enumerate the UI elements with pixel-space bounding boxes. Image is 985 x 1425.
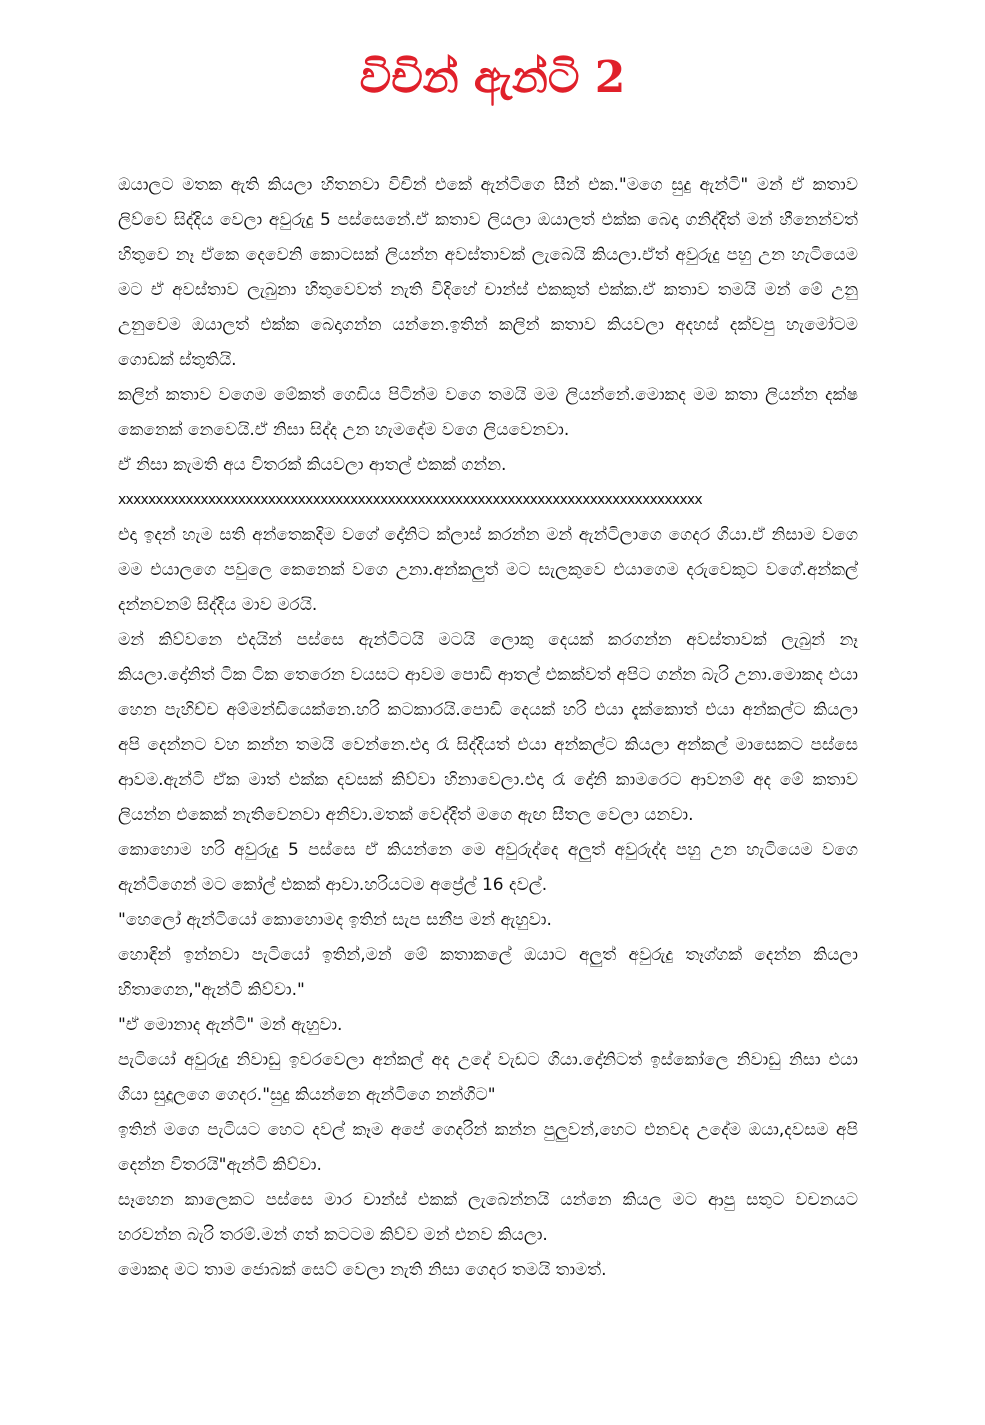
paragraph-phone-call: කොහොම හරි අවුරුදු 5 පස්සෙ ඒ කියන්නෙ මෙ අවුරුද්දෙ අලුත් අවුරුද්ද පහු උන හැටියෙම වගෙ ඇන්ටිගෙන් මට කෝල් එකක් ආවා.හරියටම අප්‍රේල් 16 දවල්.	[118, 840, 858, 895]
paragraph-style-note: කලින් කතාව වගෙම මේකත් ගෙඩිය පිටින්ම වගෙ තමයි මම ලියන්නේ.මොකද මම කතා ලියන්න දක්ෂ කෙනෙක් නෙවෙයි.ඒ නිසා සිද්ද උන හැමදේම වගෙ ලියවෙනවා.	[118, 385, 858, 440]
paragraph-no-chance: මන් කිව්වනෙ එදයින් පස්සෙ ඇන්ටිටයි මටයි ලොකු දෙයක් කරගන්න අවස්තාවක් ලැබුන් නෑ කියලා.දෝනිත් ටික ටික තෙරෙන වයසට ආවම පොඩි ආතල් එකක්වත් අපිට ගන්න බැරි උනා.මොකද එයා හෙන පැහිච්ච අම්මන්ඩියෙක්නෙ.හරි කටකාරයි.පොඩි දෙයක් හරි එයා දැක්කොත් එයා අන්කල්ට කියලා අපි දෙන්නට වහ කන්න තමයි වෙන්නෙ.එදා රෑ සිද්දියත් එයා අන්කල්ට කියලා අන්කල් මාසෙකට පස්සෙ ආවම.ඇන්ටි ඒක මාත් එක්ක දවසක් කිව්වා හිනාවෙලා.එදා රෑ දෝනි කාමරෙට ආවනම් අද මේ කතාව ලියන්න එකෙක් නැතිවෙනවා අනිවා.මතක් වෙද්දිත් මගෙ ඇඟ සීතල වෙලා යනවා.	[118, 630, 858, 825]
section-separator: xxxxxxxxxxxxxxxxxxxxxxxxxxxxxxxxxxxxxxxxxxxxxxxxxxxxxxxxxxxxxxxxxxxxxxxxxxxxxx	[118, 492, 702, 508]
paragraph-reader-note: ඒ නිසා කැමති අය විතරක් කියවලා ආතල් එකක් ගන්න.	[118, 455, 507, 475]
paragraph-lunch-invite: ඉතින් මගෙ පැටියට හෙට දවල් කෑම අපේ ගෙදරින් කන්න පුලුවන්,හෙට එනවද උදේම ඔයා,දවසම අපි දෙන්න විතරයි"ඇන්ටි කිව්වා.	[118, 1120, 858, 1175]
paragraph-tuition: එදා ඉදන් හැම සති අන්තෙකදිම වගේ දෝනිට ක්ලාස් කරන්න මන් ඇන්ටිලාගෙ ගෙදර ගියා.ඒ නිසාම වගෙ මම එයාලගෙ පවුලෙ කෙනෙක් වගෙ උනා.අන්කලුත් මට සැලකුවෙ එයාගෙම දරුවෙකුට වගේ.අන්කල් දන්නවනම් සිද්දිය මාව මරයි.	[118, 525, 858, 615]
story-title: විචින් ඇන්ටි 2	[359, 52, 626, 103]
paragraph-intro: ඔයාලට මතක ඇති කියලා හිතනවා විචින් එකේ ඇන්ටිගෙ සීන් එක."මගෙ සුදු ඇන්ටි" මන් ඒ කතාව ලිව්වෙ සිද්දිය වෙලා අවුරුදු 5 පස්සෙනේ.ඒ කතාව ලියලා ඔයාලත් එක්ක බෙදා ගනිද්දිත් මන් හීනෙන්වත් හිතුවෙ නෑ ඒකෙ දෙවෙනි කොටසක් ලියන්න අවස්තාවක් ලැබෙයි කියලා.ඒත් අවුරුදු පහු උන හැටියෙම මට ඒ අවස්තාව ලැබුනා හිතුවෙවත් නැති විදිහේ චාන්ස් එකකුත් එක්ක.ඒ කතාව තමයි මන් මේ උනු උනුවෙම ඔයාලත් එක්ක බෙදාගන්න යන්නෙ.ඉතින් කලින් කතාව කියවලා අදහස් දක්වපු හැමෝටම ගොඩක් ස්තුතියි.	[118, 175, 858, 370]
paragraph-no-job: මොකද මට තාම ජොබක් සෙට් වෙලා නැති නිසා ගෙදර තමයි තාමත්.	[118, 1260, 607, 1280]
paragraph-gift-offer: හොඳින් ඉන්නවා පැටියෝ ඉතින්,මන් මේ කතාකලේ ඔයාට අලුත් අවුරුදු තෑග්ගක් දෙන්න කියලා හිතාගෙන,"ඇන්ටි කිව්වා."	[118, 945, 858, 1000]
paragraph-happiness: සෑහෙන කාලෙකට පස්සෙ මාර චාන්ස් එකක් ලැබෙන්නයි යන්නෙ කියල මට ආපු සතුට වචනයට හරවන්න බැරි තරම්.මන් ගත් කටටම කිව්ව මන් එනව කියලා.	[118, 1190, 858, 1245]
paragraph-uncle-away: පැටියෝ අවුරුදු නිවාඩු ඉවරවෙලා අන්කල් අද උදේ වැඩට ගියා.දෝනිටත් ඉස්කෝලෙ නිවාඩු නිසා එයා ගියා සුදූලගෙ ගෙදර."සුදු කියන්නෙ ඇන්ටිගෙ නන්ගිට"	[118, 1050, 858, 1105]
paragraph-question: "ඒ මොනාද ඇන්ටි" මන් ඇහුවා.	[118, 1015, 343, 1035]
paragraph-greeting: "හෙලෝ ඇන්ටියෝ කොහොමද ඉතින් සැප සනීප මන් ඇහුවා.	[118, 910, 552, 930]
story-body	[118, 168, 858, 1288]
